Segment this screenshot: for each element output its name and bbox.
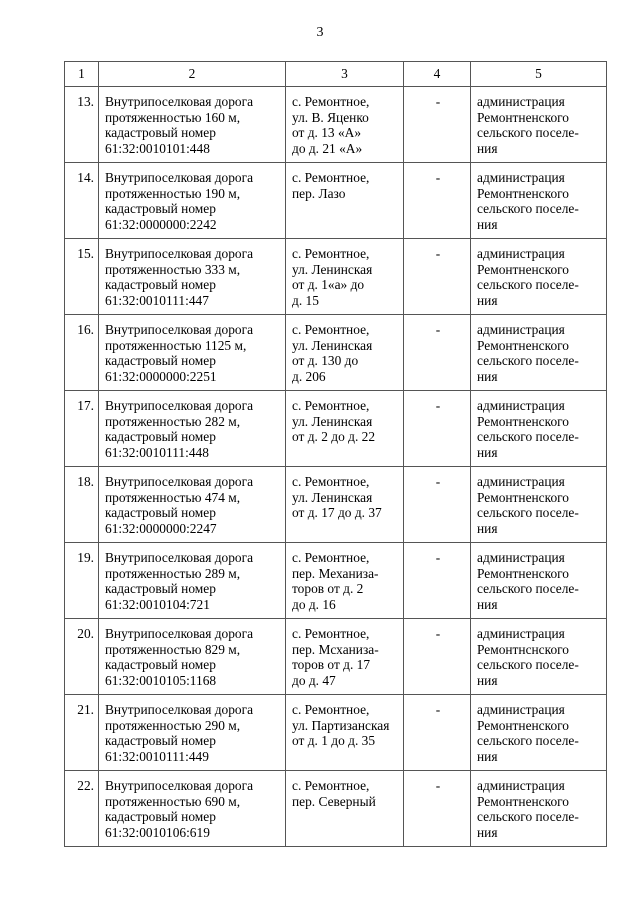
- column-header-1: 1: [65, 62, 99, 87]
- road-object-cell: Внутрипоселковая дорога протяженностью 829 м, кадастровый номер 61:32:0010105:1168: [99, 619, 286, 695]
- column-4-cell: -: [404, 315, 471, 391]
- rights-holder-cell: администрация Ремонтненского сельского поселе- ния: [471, 239, 607, 315]
- rights-holder-cell: администрация Ремонтненского сельского поселе- ния: [471, 543, 607, 619]
- table-row: [65, 619, 607, 695]
- row-number-cell: 21.: [65, 695, 99, 771]
- row-number-cell: 16.: [65, 315, 99, 391]
- column-4-cell: -: [404, 619, 471, 695]
- column-header-4: 4: [404, 62, 471, 87]
- rights-holder-cell: администрация Ремонтненского сельского поселе- ния: [471, 695, 607, 771]
- road-object-cell: Внутрипоселковая дорога протяженностью 333 м, кадастровый номер 61:32:0010111:447: [99, 239, 286, 315]
- address-cell: с. Ремонтное, ул. Ленинская от д. 2 до д. 22: [286, 391, 404, 467]
- rights-holder-cell: администрация Ремонтненского сельского поселе- ния: [471, 163, 607, 239]
- row-number-cell: 19.: [65, 543, 99, 619]
- column-4-cell: -: [404, 87, 471, 163]
- column-header-5: 5: [471, 62, 607, 87]
- row-number-cell: 13.: [65, 87, 99, 163]
- table-row: [65, 543, 607, 619]
- table-row: [65, 239, 607, 315]
- address-cell: с. Ремонтное, ул. В. Яценко от д. 13 «А» до д. 21 «А»: [286, 87, 404, 163]
- table-row: [65, 771, 607, 847]
- table-header-row: [65, 62, 607, 87]
- road-object-cell: Внутрипоселковая дорога протяженностью 290 м, кадастровый номер 61:32:0010111:449: [99, 695, 286, 771]
- address-cell: с. Ремонтное, пер. Мсханиза- торов от д. 17 до д. 47: [286, 619, 404, 695]
- address-cell: с. Ремонтное, ул. Партизанская от д. 1 до д. 35: [286, 695, 404, 771]
- table-row: [65, 87, 607, 163]
- address-cell: с. Ремонтное, пер. Лазо: [286, 163, 404, 239]
- row-number-cell: 18.: [65, 467, 99, 543]
- row-number-cell: 22.: [65, 771, 99, 847]
- column-4-cell: -: [404, 695, 471, 771]
- road-object-cell: Внутрипоселковая дорога протяженностью 190 м, кадастровый номер 61:32:0000000:2242: [99, 163, 286, 239]
- column-4-cell: -: [404, 467, 471, 543]
- rights-holder-cell: администрация Ремонтненского сельского поселе- ния: [471, 771, 607, 847]
- row-number-cell: 15.: [65, 239, 99, 315]
- road-object-cell: Внутрипоселковая дорога протяженностью 474 м, кадастровый номер 61:32:0000000:2247: [99, 467, 286, 543]
- column-4-cell: -: [404, 771, 471, 847]
- column-4-cell: -: [404, 543, 471, 619]
- table-row: [65, 695, 607, 771]
- table-row: [65, 467, 607, 543]
- column-4-cell: -: [404, 163, 471, 239]
- rights-holder-cell: администрация Ремонтненского сельского поселе- ния: [471, 467, 607, 543]
- row-number-cell: 17.: [65, 391, 99, 467]
- row-number-cell: 20.: [65, 619, 99, 695]
- page-number: 3: [316, 25, 324, 40]
- address-cell: с. Ремонтное, пер. Северный: [286, 771, 404, 847]
- road-object-cell: Внутрипоселковая дорога протяженностью 160 м, кадастровый номер 61:32:0010101:448: [99, 87, 286, 163]
- rights-holder-cell: администрация Ремонтнснского сельского поселе- ния: [471, 619, 607, 695]
- address-cell: с. Ремонтное, ул. Ленинская от д. 1«а» до д. 15: [286, 239, 404, 315]
- table-body: [65, 87, 607, 847]
- address-cell: с. Ремонтное, ул. Ленинская от д. 17 до д. 37: [286, 467, 404, 543]
- table-row: [65, 315, 607, 391]
- rights-holder-cell: администрация Ремонтненского сельского поселе- ния: [471, 315, 607, 391]
- column-header-2: 2: [99, 62, 286, 87]
- address-cell: с. Ремонтное, ул. Ленинская от д. 130 до д. 206: [286, 315, 404, 391]
- road-object-cell: Внутрипоселковая дорога протяженностью 1125 м, кадастровый номер 61:32:0000000:2251: [99, 315, 286, 391]
- roads-registry-table: [64, 61, 607, 847]
- road-object-cell: Внутрипоселковая дорога протяженностью 289 м, кадастровый номер 61:32:0010104:721: [99, 543, 286, 619]
- rights-holder-cell: администрация Ремонтненского сельского поселе- ния: [471, 391, 607, 467]
- row-number-cell: 14.: [65, 163, 99, 239]
- table-row: [65, 391, 607, 467]
- road-object-cell: Внутрипоселковая дорога протяженностью 282 м, кадастровый номер 61:32:0010111:448: [99, 391, 286, 467]
- column-4-cell: -: [404, 391, 471, 467]
- rights-holder-cell: администрация Ремонтненского сельского поселе- ния: [471, 87, 607, 163]
- address-cell: с. Ремонтное, пер. Механиза- торов от д. 2 до д. 16: [286, 543, 404, 619]
- road-object-cell: Внутрипоселковая дорога протяженностью 690 м, кадастровый номер 61:32:0010106:619: [99, 771, 286, 847]
- table-row: [65, 163, 607, 239]
- column-header-3: 3: [286, 62, 404, 87]
- column-4-cell: -: [404, 239, 471, 315]
